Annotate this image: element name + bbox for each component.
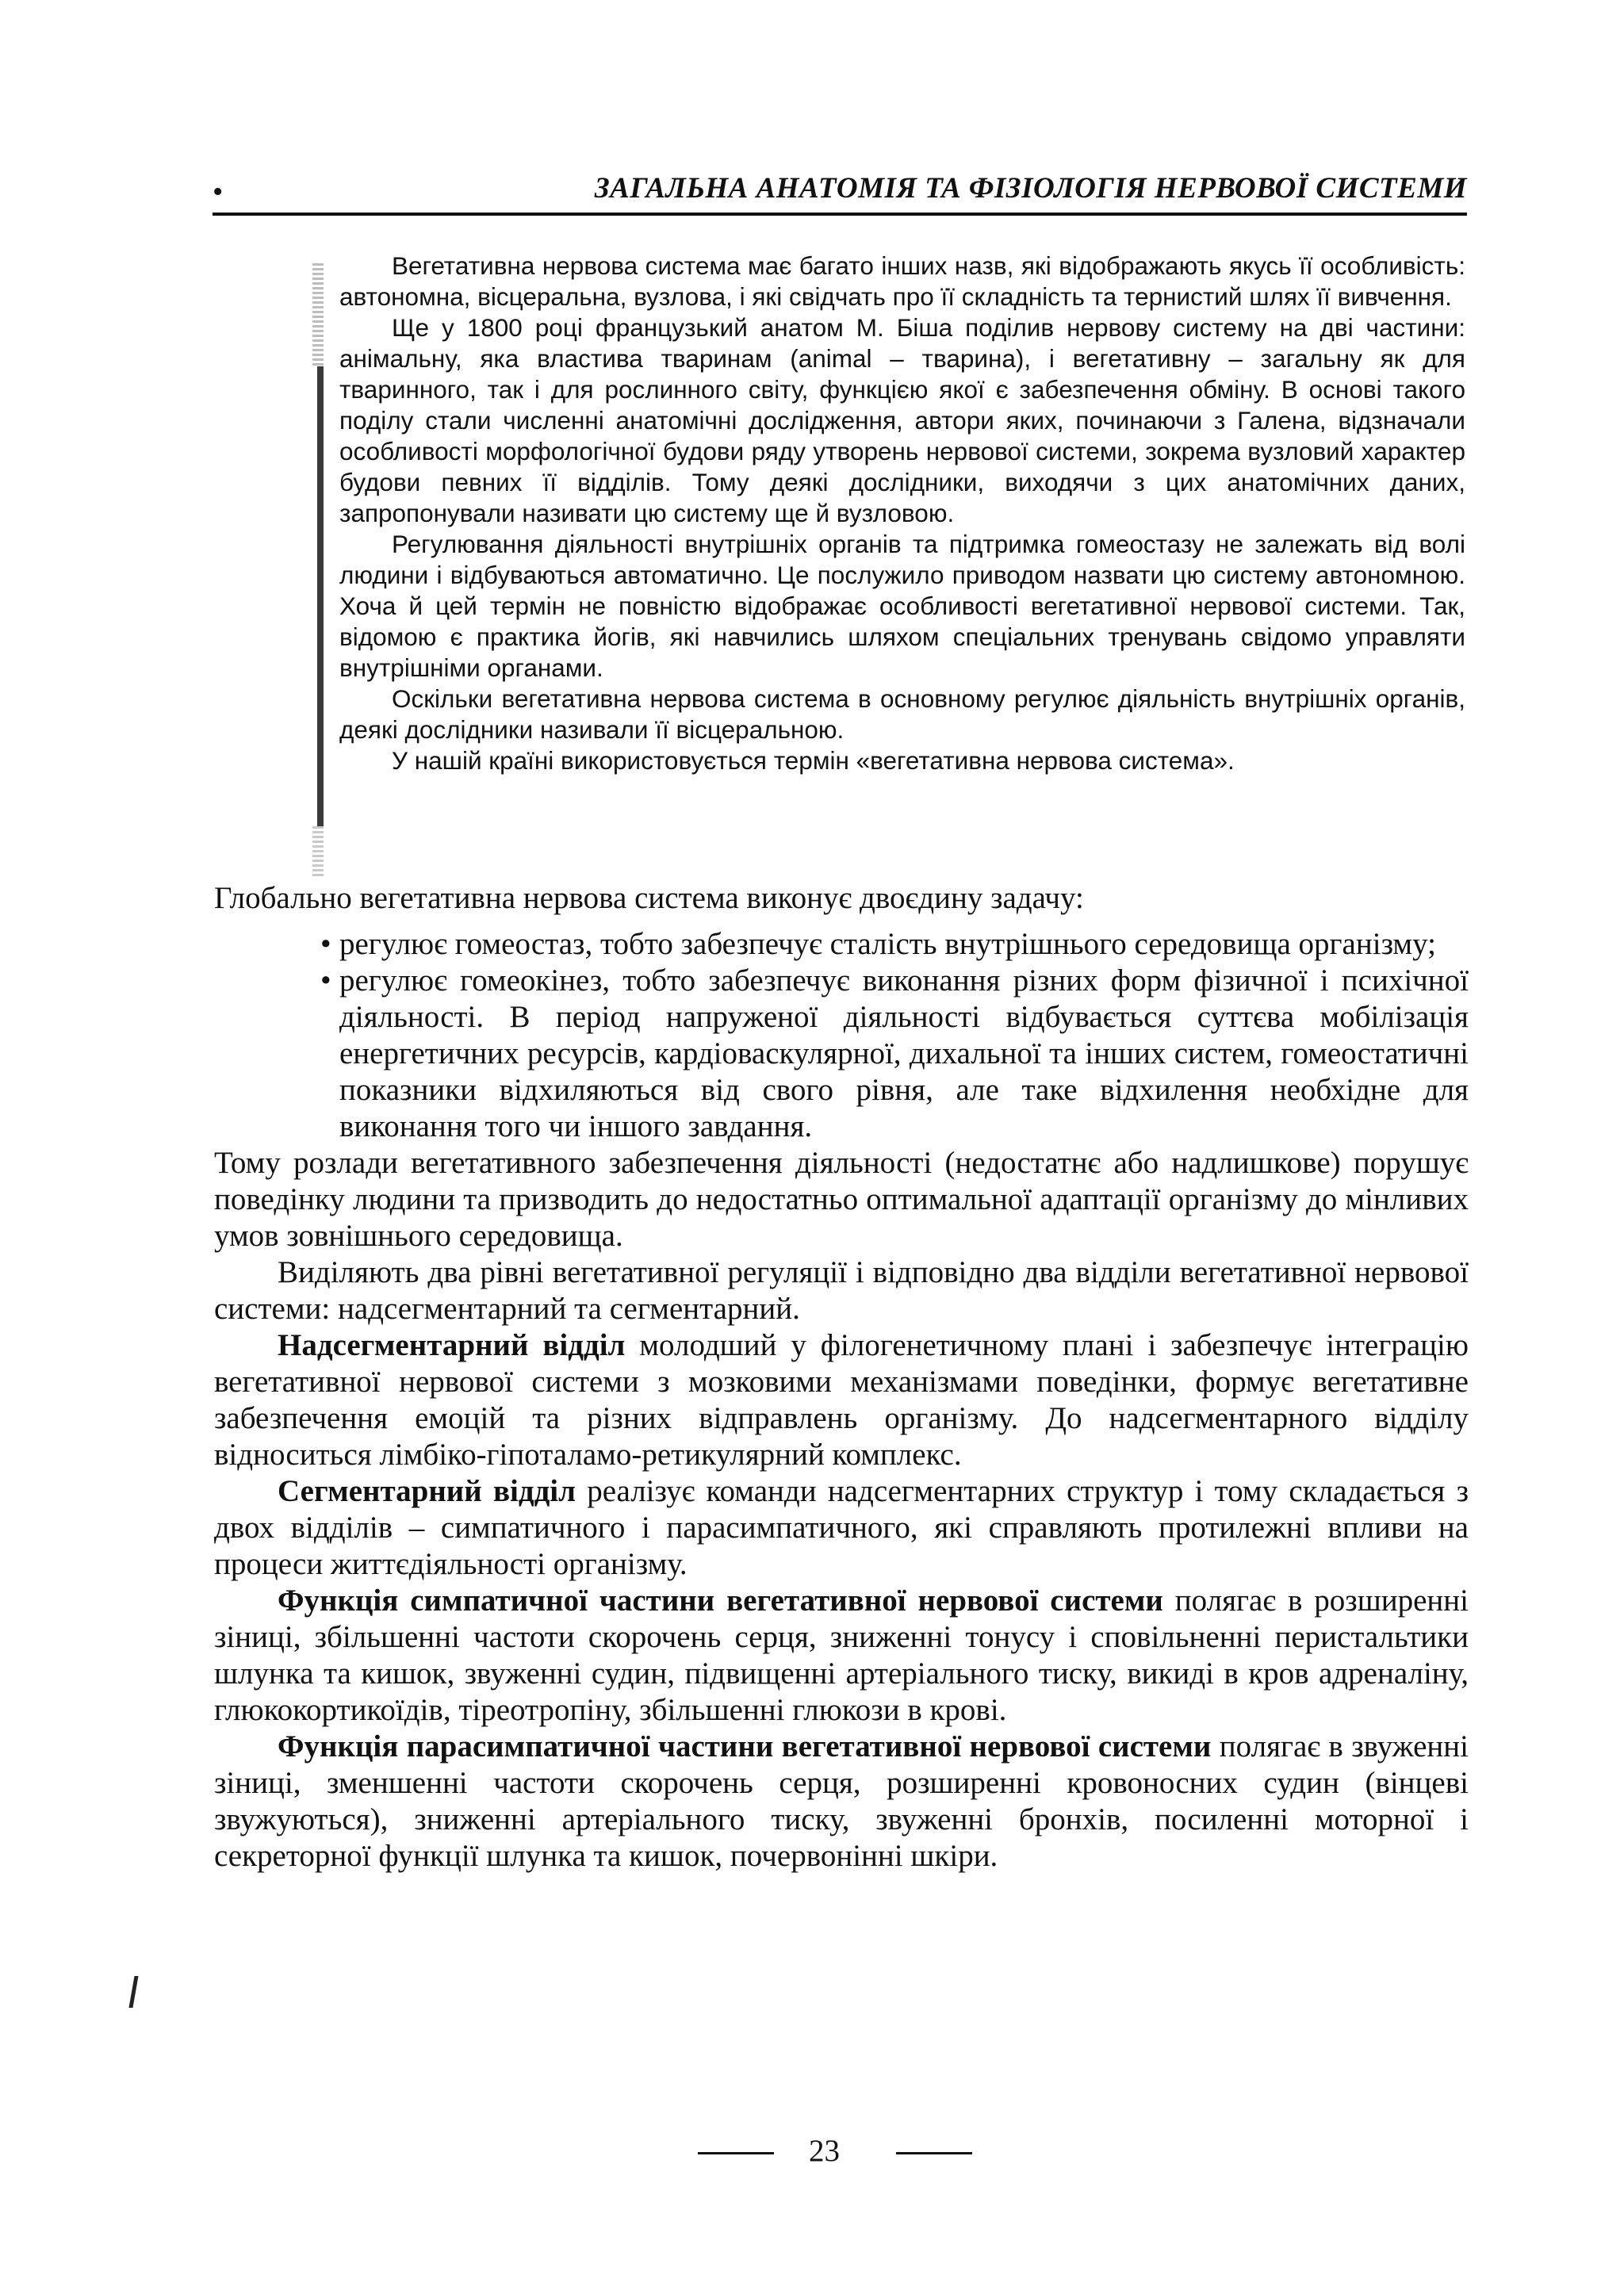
- term-heading: Надсегментарний відділ: [278, 1328, 626, 1362]
- paragraph-text: полягає в звуженні зіниці, зменшенні частоти скорочень серця, розширенні кровоносних судин (вінцеві звужуються), зниженні артеріального тиску, звуженні бронхів, посиленні моторної і секреторної функції шлунка та кишок, почервонінні шкіри.: [214, 1729, 1469, 1873]
- running-header-title: ЗАГАЛЬНА АНАТОМІЯ ТА ФІЗІОЛОГІЯ НЕРВОВОЇ СИСТЕМИ: [594, 172, 1467, 205]
- bullet-icon: •: [320, 927, 331, 961]
- list-item: [214, 926, 1469, 963]
- running-header: [213, 168, 1467, 216]
- paragraph-text: молодший у філогенетичному плані і забезпечує інтеграцію вегетативної нервової системи з мозковими механізмами поведінки, формує вегетативне забезпечення емоцій та різних відправлень організму. До надсегментарного відділу відноситься лімбіко-гіпоталамо-ретикулярний комплекс.: [214, 1328, 1469, 1472]
- page-footer: [698, 2130, 967, 2177]
- sidebar-paragraph: Регулювання діяльності внутрішніх органів та підтримка гомеостазу не залежать від волі людини і відбуваються автоматично. Це послужило приводом назвати цю систему автономною. Хоча й цей термін не повністю відображає особливості вегетативної нервової системи. Так, відомою є практика йогів, які навчились шляхом спеціальних тренувань свідомо управляти внутрішніми органами.: [339, 530, 1465, 682]
- sidebar-vertical-bar: [317, 366, 324, 826]
- paragraph: [214, 1729, 1469, 1875]
- page-number: 23: [809, 2134, 840, 2168]
- sidebar-paragraph: Оскільки вегетативна нервова система в основному регулює діяльність внутрішніх органів, деякі дослідники називали її вісцеральною.: [339, 684, 1465, 744]
- list-item-text: регулює гомеокінез, тобто забезпечує виконання різних форм фізичної і психічної діяльності. В період напруженої діяльності відбувається суттєва мобілізація енергетичних ресурсів, кардіоваскулярної, дихальної та інших систем, гомеостатичні показники відхиляються від свого рівня, але таке відхилення необхідне для виконання того чи іншого завдання.: [339, 963, 1469, 1143]
- list-item: [214, 963, 1469, 1145]
- sidebar-paragraph: У нашій країні використовується термін «вегетативна нервова система».: [392, 746, 1235, 775]
- footer-rule-left: [698, 2152, 774, 2154]
- paragraph-text: полягає в розширенні зіниці, збільшенні частоти скорочень серця, зниженні тонусу і сповільненні перистальтики шлунка та кишок, звуженні судин, підвищенні артеріального тиску, викиді в кров адреналіну, глюкокортикоїдів, тіреотропіну, збільшенні глюкози в крові.: [214, 1584, 1469, 1727]
- bullet-icon: •: [320, 963, 331, 998]
- sidebar-paragraph: Ще у 1800 році французький анатом М. Біша поділив нервову систему на дві частини: анімальну, яка властива тваринам (animal – тварина), і вегетативну – загальну як для тваринного, так і для рослинного світу, функцією якої є забезпечення обміну. В основі такого поділу стали численні анатомічні дослідження, автори яких, починаючи з Галена, відзначали особливості морфологічної будови ряду утворень нервової системи, зокрема вузловий характер будови певних її відділів. Тому деякі дослідники, виходячи з цих анатомічних даних, запропонували називати цю систему ще й вузловою.: [339, 313, 1465, 527]
- sidebar-bar-fade-top: [312, 263, 324, 366]
- main-text: [214, 880, 1469, 1875]
- sidebar-bar-fade-bottom: [312, 826, 324, 878]
- paragraph: [214, 1327, 1469, 1473]
- footer-rule-right: [896, 2152, 972, 2154]
- sidebar-paragraph: Вегетативна нервова система має багато інших назв, які відображають якусь її особливість: автономна, вісцеральна, вузлова, і які свідчать про її складність та тернистий шлях її вивчення.: [339, 251, 1465, 311]
- list-item-text: регулює гомеостаз, тобто забезпечує сталість внутрішнього середовища організму;: [339, 927, 1436, 961]
- term-heading: Сегментарний відділ: [278, 1474, 576, 1508]
- paragraph-text: реалізує команди надсегментарних структур і тому складається з двох відділів – симпатичного і парасимпатичного, які справляють протилежні впливи на процеси життєдіяльності організму.: [214, 1474, 1469, 1581]
- term-heading: Функція парасимпатичної частини вегетативної нервової системи: [278, 1729, 1212, 1764]
- term-heading: Функція симпатичної частини вегетативної нервової системи: [278, 1584, 1163, 1618]
- paragraph: [214, 1473, 1469, 1583]
- task-list: [214, 926, 1469, 1145]
- sidebar-note: [339, 251, 1465, 776]
- paragraph: Виділяють два рівні вегетативної регуляції і відповідно два відділи вегетативної нервової системи: надсегментарний та сегментарний.: [214, 1255, 1469, 1326]
- header-bullet: •: [213, 175, 224, 209]
- intro-paragraph: Глобально вегетативна нервова система виконує двоєдину задачу:: [214, 881, 1084, 915]
- paragraph: Тому розлади вегетативного забезпечення діяльності (недостатнє або надлишкове) порушує поведінку людини та призводить до недостатньо оптимальної адаптації організму до мінливих умов зовнішнього середовища.: [214, 1146, 1469, 1253]
- margin-pencil-mark: [128, 1976, 138, 2008]
- paragraph: [214, 1583, 1469, 1729]
